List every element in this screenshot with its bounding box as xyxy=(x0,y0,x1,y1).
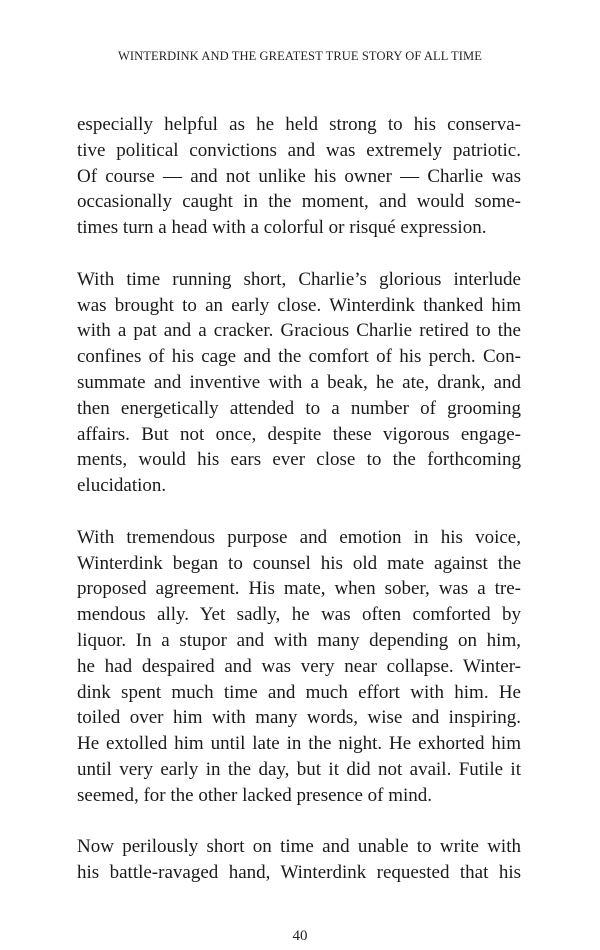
text-line: confines of his cage and the comfort of his perch. Con- xyxy=(77,346,521,368)
text-line: liquor. In a stupor and with many depending on him, xyxy=(77,629,521,651)
text-line: He extolled him until late in the night. He exhorted him xyxy=(77,733,521,755)
text-line: especially helpful as he held strong to his conserva- xyxy=(77,114,521,135)
text-line: seemed, for the other lacked presence of mind. xyxy=(77,784,433,806)
text-line: Of course — and not unlike his owner — Charlie was xyxy=(77,165,521,187)
text-line: he had despaired and was very near collapse. Winter- xyxy=(77,655,521,677)
body-text xyxy=(77,112,521,912)
text-line: With time running short, Charlie’s glorious interlude xyxy=(77,268,521,290)
text-line: proposed agreement. His mate, when sober, was a tre- xyxy=(77,578,521,600)
text-line: then energetically attended to a number of grooming xyxy=(77,397,521,419)
text-line: his battle-ravaged hand, Winterdink requested that his xyxy=(77,862,521,884)
text-line: times turn a head with a colorful or risqué expression. xyxy=(77,217,487,239)
paragraph-4 xyxy=(77,834,521,886)
text-line: occasionally caught in the moment, and would some- xyxy=(77,191,521,213)
text-line: With tremendous purpose and emotion in his voice, xyxy=(77,526,521,548)
text-line: Winterdink began to counsel his old mate against the xyxy=(77,552,521,574)
text-line: ments, would his ears ever close to the forthcoming xyxy=(77,449,521,471)
text-line: tive political convictions and was extremely patriotic. xyxy=(77,139,521,161)
paragraph-3 xyxy=(77,525,521,809)
paragraph-2 xyxy=(77,267,521,499)
text-line: mendous ally. Yet sadly, he was often comforted by xyxy=(77,604,521,626)
text-line: dink spent much time and much effort with him. He xyxy=(77,681,521,703)
paragraph-1 xyxy=(77,112,521,241)
text-line: toiled over him with many words, wise and inspiring. xyxy=(77,707,521,729)
text-line: was brought to an early close. Winterdink thanked him xyxy=(77,294,521,316)
page-number: 40 xyxy=(292,928,308,944)
text-line: summate and inventive with a beak, he ate, drank, and xyxy=(77,371,521,393)
text-line: until very early in the day, but it did not avail. Futile it xyxy=(77,758,521,780)
text-line: elucidation. xyxy=(77,475,167,497)
text-line: affairs. But not once, despite these vigorous engage- xyxy=(77,423,521,445)
text-line: Now perilously short on time and unable to write with xyxy=(77,836,521,858)
text-line: with a pat and a cracker. Gracious Charlie retired to the xyxy=(77,320,521,342)
running-header: WINTERDINK AND THE GREATEST TRUE STORY OF ALL TIME xyxy=(117,49,483,63)
